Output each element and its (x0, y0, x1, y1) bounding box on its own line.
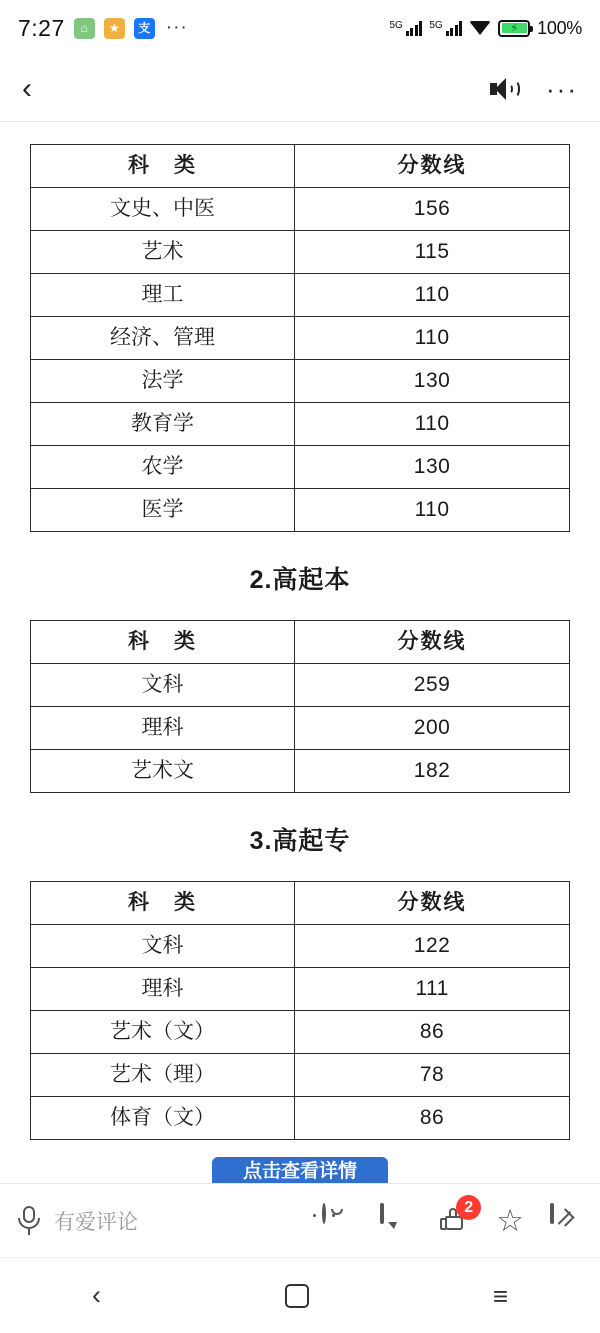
table-row (31, 968, 570, 1011)
cell-score: 110 (295, 317, 570, 360)
cell-score: 110 (295, 274, 570, 317)
table-header-row (31, 621, 570, 664)
back-button[interactable]: ‹ (22, 71, 32, 105)
table-row (31, 446, 570, 489)
column-header-category: 科 类 (31, 882, 295, 925)
cell-score: 122 (295, 925, 570, 968)
column-header-score: 分数线 (295, 882, 570, 925)
table-row (31, 707, 570, 750)
table-row (31, 360, 570, 403)
cell-score: 130 (295, 360, 570, 403)
like-icon[interactable] (438, 1198, 474, 1237)
home-square-icon[interactable] (285, 1284, 309, 1308)
cell-category: 文科 (31, 925, 295, 968)
battery-icon: ⚡ (498, 20, 530, 37)
cell-category: 法学 (31, 360, 295, 403)
table-row (31, 274, 570, 317)
section-title-gaoqiben: 2.高起本 (249, 566, 351, 594)
section-title-gaoqizhuan: 3.高起专 (249, 827, 351, 855)
cell-category: 理工 (31, 274, 295, 317)
app-bar-actions (490, 73, 578, 104)
signal-1 (389, 20, 422, 36)
score-table-1 (30, 144, 570, 532)
table-row (31, 925, 570, 968)
cell-score: 111 (295, 968, 570, 1011)
article-content (0, 122, 600, 1183)
network-label-2: 5G (429, 20, 443, 31)
table-row (31, 1054, 570, 1097)
like-count-badge: 2 (456, 1195, 481, 1220)
cell-score: 130 (295, 446, 570, 489)
cell-score: 182 (295, 750, 570, 793)
cell-score: 110 (295, 489, 570, 532)
more-options-icon[interactable]: ··· (546, 73, 578, 104)
home-app-icon: ⌂ (74, 18, 95, 39)
cell-category: 文科 (31, 664, 295, 707)
speaker-icon[interactable] (490, 76, 520, 102)
score-table-2 (30, 620, 570, 793)
comment-input[interactable]: 有爱评论 (54, 1210, 138, 1234)
signal-2 (429, 20, 462, 36)
comment-bar-actions (322, 1198, 582, 1238)
emoji-icon[interactable] (322, 1205, 354, 1237)
column-header-score: 分数线 (295, 621, 570, 664)
cell-score: 110 (295, 403, 570, 446)
column-header-category: 科 类 (31, 145, 295, 188)
cell-score: 86 (295, 1097, 570, 1140)
share-icon[interactable] (550, 1205, 582, 1237)
cell-score: 156 (295, 188, 570, 231)
nav-menu-button[interactable]: ≡ (492, 1280, 509, 1311)
cell-category: 理科 (31, 707, 295, 750)
table-row (31, 1011, 570, 1054)
column-header-score: 分数线 (295, 145, 570, 188)
cell-score: 200 (295, 707, 570, 750)
app-bar (0, 56, 600, 122)
table-header-row (31, 882, 570, 925)
cell-category: 教育学 (31, 403, 295, 446)
cell-category: 农学 (31, 446, 295, 489)
battery-percent: 100% (537, 17, 582, 38)
nav-back-button[interactable]: ‹ (91, 1280, 101, 1310)
score-table-3 (30, 881, 570, 1140)
cell-score: 259 (295, 664, 570, 707)
table-row (31, 317, 570, 360)
wifi-icon (469, 20, 491, 36)
signal-bars-2 (446, 20, 463, 36)
table-row (31, 403, 570, 446)
table-row (31, 188, 570, 231)
cell-category: 经济、管理 (31, 317, 295, 360)
comment-bar (0, 1183, 600, 1257)
table-row (31, 1097, 570, 1140)
cell-category: 医学 (31, 489, 295, 532)
cell-category: 文史、中医 (31, 188, 295, 231)
table-row (31, 489, 570, 532)
table-row (31, 664, 570, 707)
cell-score: 115 (295, 231, 570, 274)
favorite-icon[interactable]: ☆ (496, 1203, 524, 1238)
column-header-category: 科 类 (31, 621, 295, 664)
system-nav-bar (0, 1257, 600, 1333)
comment-icon[interactable] (380, 1205, 412, 1237)
cell-score: 86 (295, 1011, 570, 1054)
app-icon: ★ (104, 18, 125, 39)
cell-score: 78 (295, 1054, 570, 1097)
status-clock: 7:27 (18, 14, 65, 41)
cell-category: 体育（文） (31, 1097, 295, 1140)
table-row (31, 231, 570, 274)
promo-banner[interactable]: 点击查看详情 (212, 1157, 388, 1183)
table-row (31, 750, 570, 793)
microphone-icon[interactable] (18, 1206, 40, 1236)
cell-category: 理科 (31, 968, 295, 1011)
cell-category: 艺术 (31, 231, 295, 274)
status-bar (0, 0, 600, 56)
alipay-icon: 支 (134, 18, 155, 39)
cell-category: 艺术（理） (31, 1054, 295, 1097)
cell-category: 艺术（文） (31, 1011, 295, 1054)
status-overflow-icon: ··· (165, 17, 188, 38)
cell-category: 艺术文 (31, 750, 295, 793)
status-left (18, 15, 188, 42)
table-header-row (31, 145, 570, 188)
signal-bars-1 (406, 20, 423, 36)
status-right (389, 18, 582, 39)
network-label-1: 5G (389, 20, 403, 31)
